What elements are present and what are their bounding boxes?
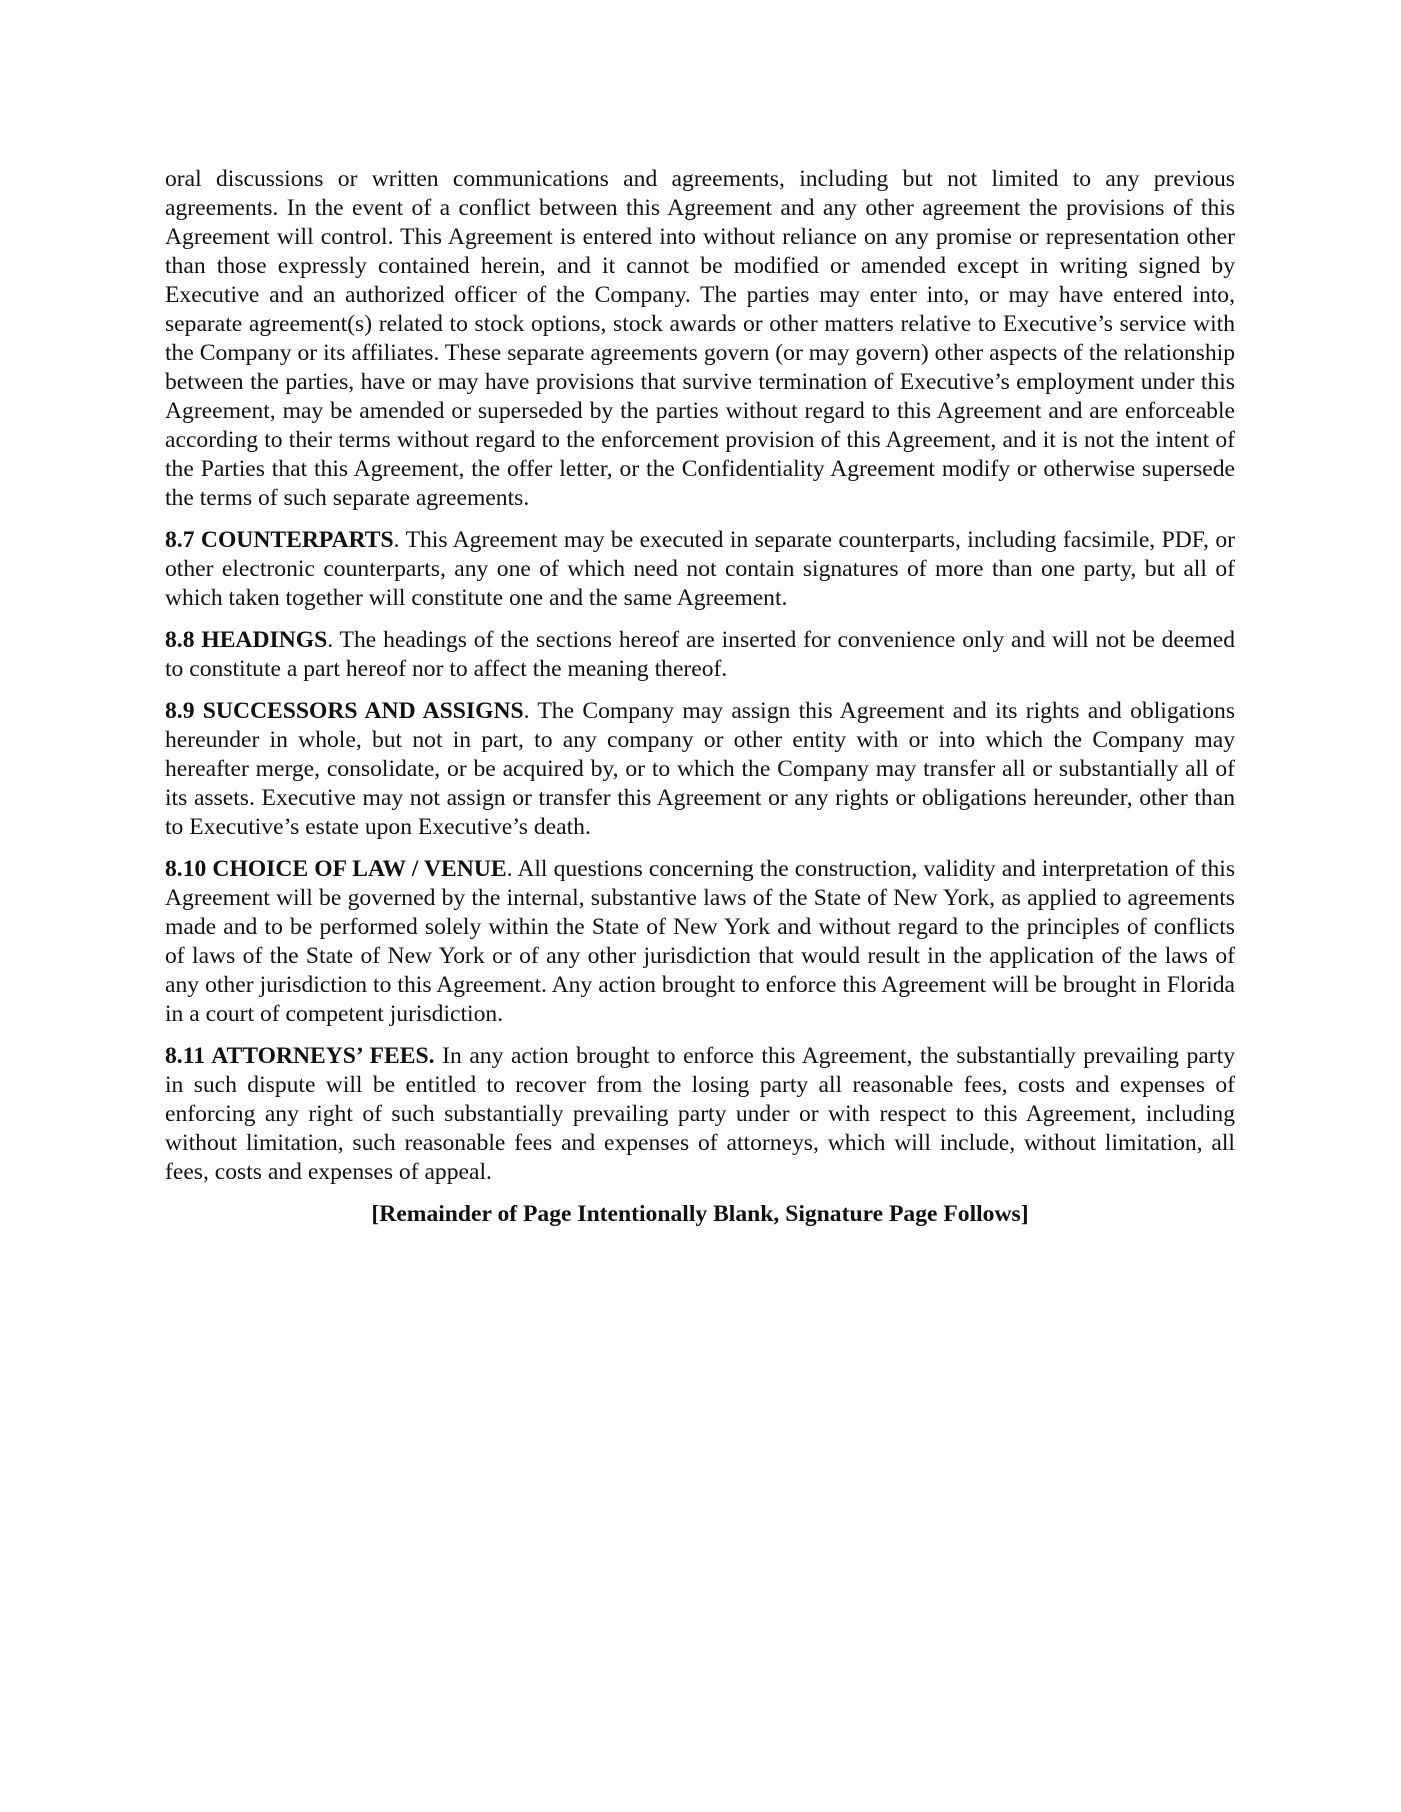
section-body: . The headings of the sections hereof are inserted for convenience only and will not be deemed to constitute a part hereof nor to affect the meaning thereof. <box>165 627 1235 682</box>
section-attorneys-fees <box>165 1042 1235 1187</box>
section-heading: 8.7 COUNTERPARTS <box>165 527 394 553</box>
section-heading: 8.11 ATTORNEYS’ FEES. <box>165 1043 435 1069</box>
section-successors-and-assigns <box>165 697 1235 842</box>
section-body: In any action brought to enforce this Agreement, the substantially prevailing party in such dispute will be entitled to recover from the losing party all reasonable fees, costs and expenses of enforcing any right of such substantially prevailing party under or with respect to this Agreement, including without limitation, such reasonable fees and expenses of attorneys, which will include, without limitation, all fees, costs and expenses of appeal. <box>165 1043 1235 1185</box>
intro-paragraph: oral discussions or written communications and agreements, including but not limited to any previous agreements. In the event of a conflict between this Agreement and any other agreement the provisions of this Agreement will control. This Agreement is entered into without reliance on any promise or representation other than those expressly contained herein, and it cannot be modified or amended except in writing signed by Executive and an authorized officer of the Company. The parties may enter into, or may have entered into, separate agreement(s) related to stock options, stock awards or other matters relative to Executive’s service with the Company or its affiliates. These separate agreements govern (or may govern) other aspects of the relationship between the parties, have or may have provisions that survive termination of Executive’s employment under this Agreement, may be amended or superseded by the parties without regard to this Agreement and are enforceable according to their terms without regard to the enforcement provision of this Agreement, and it is not the intent of the Parties that this Agreement, the offer letter, or the Confidentiality Agreement modify or otherwise supersede the terms of such separate agreements. <box>165 166 1235 511</box>
closing-note: [Remainder of Page Intentionally Blank, Signature Page Follows] <box>371 1201 1029 1227</box>
section-headings <box>165 626 1235 684</box>
section-body: . The Company may assign this Agreement and its rights and obligations hereunder in whole, but not in part, to any company or other entity with or into which the Company may hereafter merge, consolidate, or be acquired by, or to which the Company may transfer all or substantially all of its assets. Executive may not assign or transfer this Agreement or any rights or obligations hereunder, other than to Executive’s estate upon Executive’s death. <box>165 698 1236 840</box>
document-page <box>165 165 1235 1253</box>
section-heading: 8.8 HEADINGS <box>165 627 328 653</box>
section-body: . All questions concerning the construction, validity and interpretation of this Agreement will be governed by the internal, substantive laws of the State of New York, as applied to agreements made and to be performed solely within the State of New York and without regard to the principles of conflicts of laws of the State of New York or of any other jurisdiction that would result in the application of the laws of any other jurisdiction to this Agreement. Any action brought to enforce this Agreement will be brought in Florida in a court of competent jurisdiction. <box>165 856 1235 1027</box>
section-choice-of-law-venue <box>165 855 1235 1029</box>
section-heading: 8.10 CHOICE OF LAW / VENUE <box>165 856 507 882</box>
section-body: . This Agreement may be executed in separate counterparts, including facsimile, PDF, or other electronic counterparts, any one of which need not contain signatures of more than one party, but all of which taken together will constitute one and the same Agreement. <box>165 527 1235 611</box>
section-heading: 8.9 SUCCESSORS AND ASSIGNS <box>165 698 524 724</box>
section-counterparts <box>165 526 1235 613</box>
